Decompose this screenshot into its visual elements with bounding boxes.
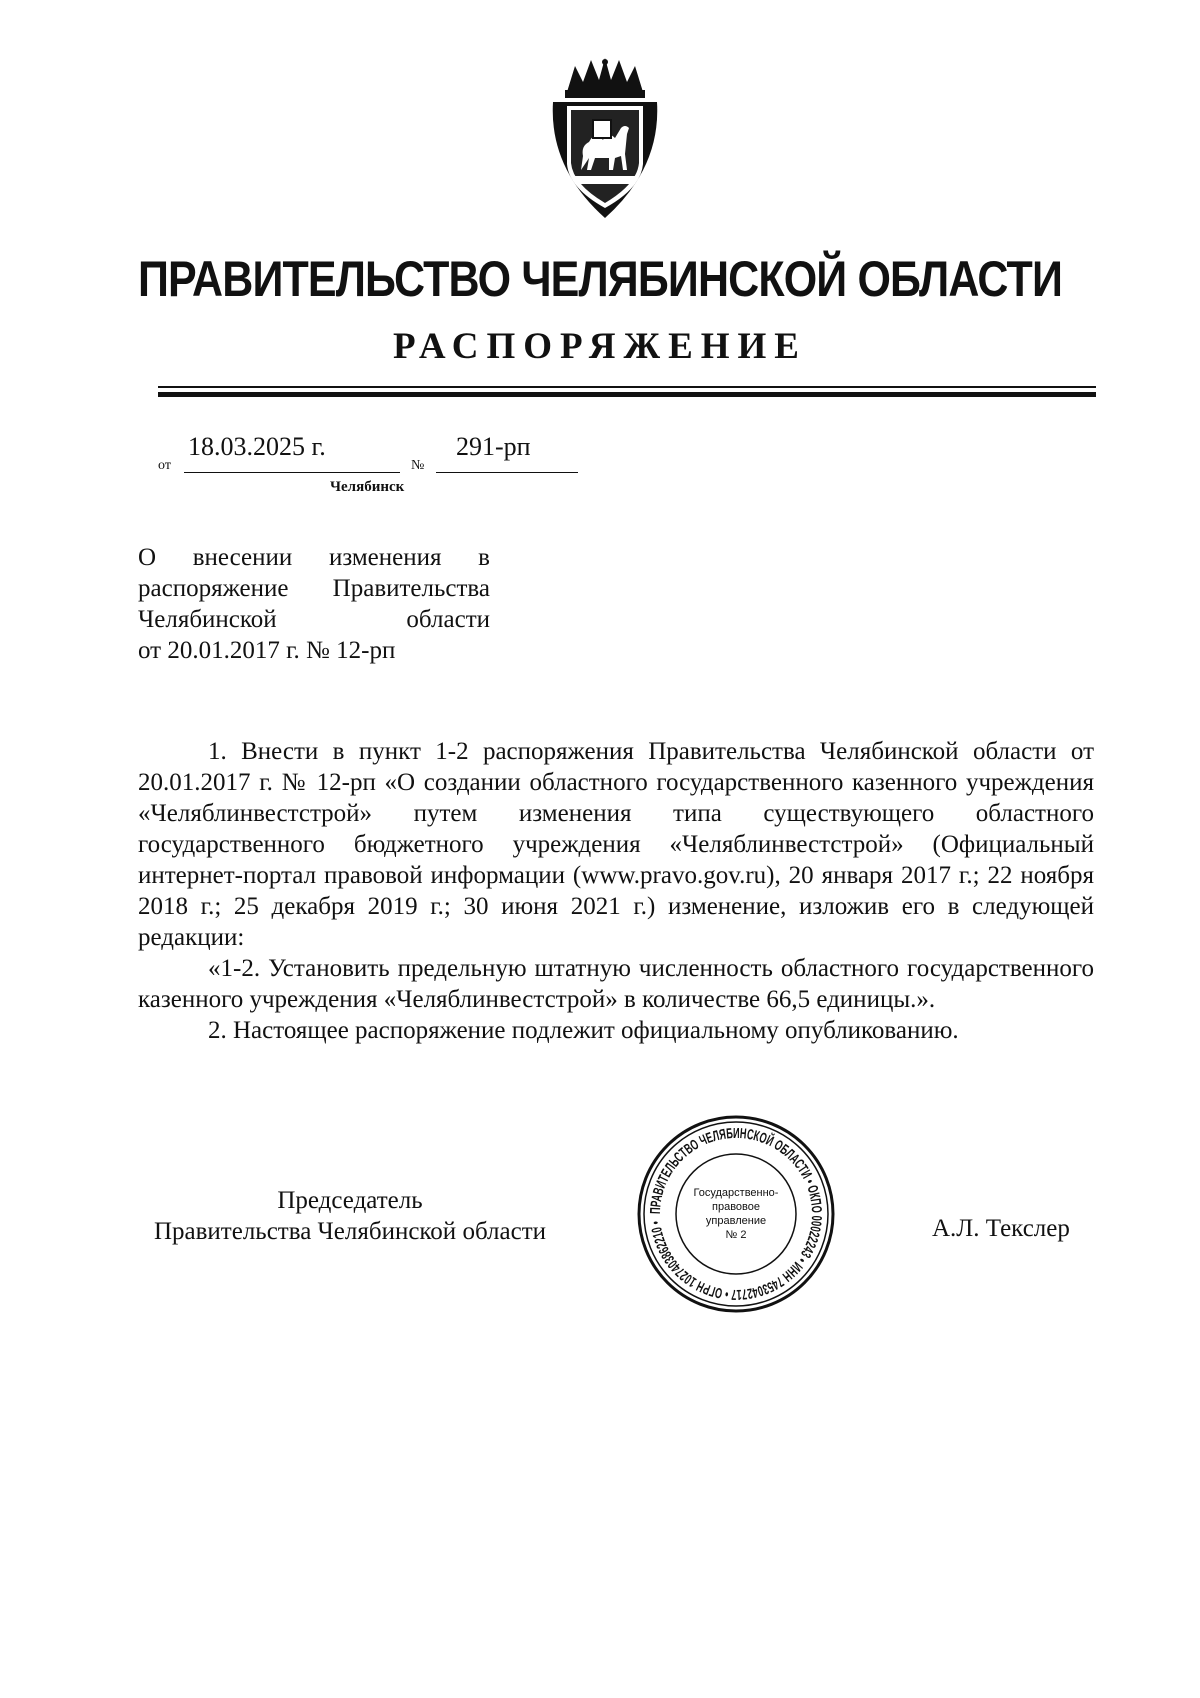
body-paragraph: 2. Настоящее распоряжение подлежит официальному опубликованию. — [208, 1017, 959, 1044]
document-number: 291-рп — [456, 432, 531, 461]
document-subject — [138, 542, 490, 666]
number-prefix: № — [411, 458, 425, 473]
signer-title — [130, 1185, 570, 1247]
stamp-inner-line: правовое — [712, 1201, 760, 1213]
body-paragraph: 1. Внести в пункт 1-2 распоряжения Правительства Челябинской области от 20.01.2017 г. № 12-рп «О создании областного государственного казенного учреждения «Челяблинвестстрой» путем изменения типа существующего областного государственного бюджетного учреждения «Челяблинвестстрой» (Официальный интернет-портал правовой информации (www.pravo.gov.ru), 20 января 2017 г.; 22 ноября 2018 г.; 25 декабря 2019 г.; 30 июня 2021 г.) изменение, изложив его в следующей редакции: — [138, 738, 1094, 951]
coat-of-arms-emblem — [545, 58, 665, 222]
document-body — [138, 736, 1094, 1046]
subject-line: Челябинской области — [138, 606, 490, 633]
signer-name: А.Л. Текслер — [932, 1215, 1070, 1242]
org-title: ПРАВИТЕЛЬСТВО ЧЕЛЯБИНСКОЙ ОБЛАСТИ — [137, 251, 1063, 307]
signer-title-line: Председатель — [277, 1187, 423, 1214]
date-underline — [184, 472, 400, 473]
city-label: Челябинск — [330, 479, 405, 495]
document-date: 18.03.2025 г. — [188, 432, 326, 461]
official-stamp — [636, 1114, 836, 1314]
stamp-inner-line: управление — [705, 1215, 767, 1227]
stamp-inner-line: Государственно- — [693, 1187, 779, 1199]
subject-line: О внесении изменения в — [138, 544, 490, 571]
subject-line: от 20.01.2017 г. № 12-рп — [138, 637, 396, 664]
signer-title-line: Правительства Челябинской области — [153, 1218, 547, 1245]
subject-line: распоряжение Правительства — [138, 575, 490, 602]
stamp-ring-text: ПРАВИТЕЛЬСТВО ЧЕЛЯБИНСКОЙ ОБЛАСТИ • ОКПО 00022243 • ИНН 7453042717 • ОГРН 1027403862210 • — [647, 1125, 825, 1303]
stamp-inner-line: № 2 — [725, 1229, 747, 1241]
number-underline — [436, 472, 578, 473]
body-paragraph: «1-2. Установить предельную штатную численность областного государственного казенного учреждения «Челяблинвестстрой» в количестве 66,5 единицы.». — [138, 955, 1094, 1013]
header-rule-thin — [158, 386, 1096, 388]
date-prefix: от — [158, 458, 171, 473]
doc-type-heading: РАСПОРЯЖЕНИЕ — [392, 326, 807, 367]
header-rule-thick — [158, 392, 1096, 397]
